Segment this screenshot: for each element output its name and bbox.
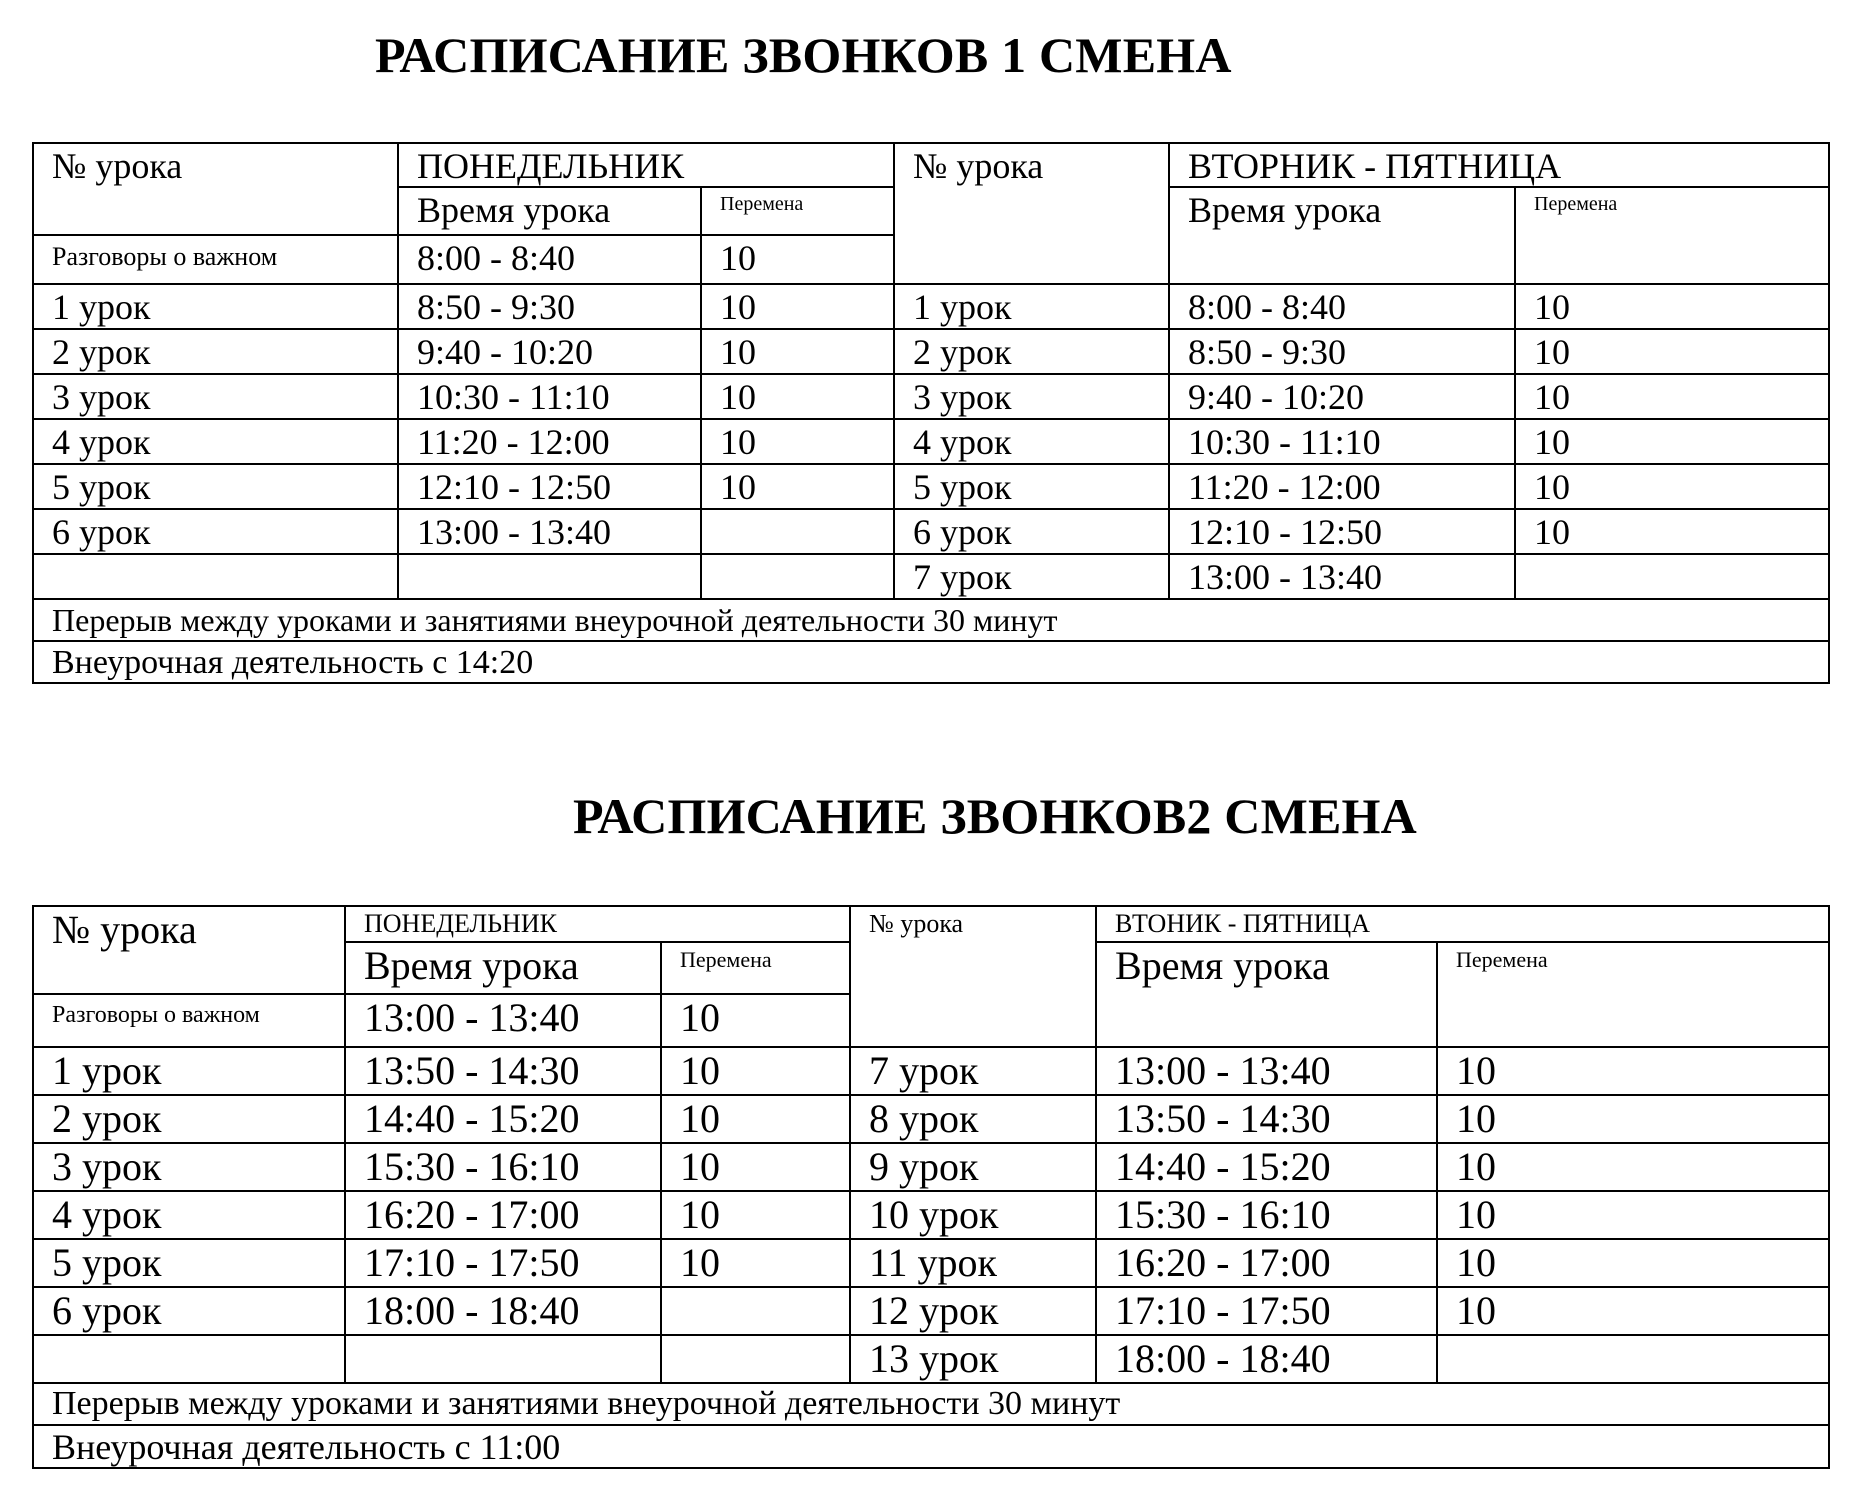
- tuesday-friday-header: ВТОНИК - ПЯТНИЦА: [1096, 906, 1829, 942]
- lesson-time: 13:50 - 14:30: [1096, 1095, 1437, 1143]
- break-minutes: 10: [1437, 1191, 1829, 1239]
- talk-lesson-label: Разговоры о важном: [33, 994, 345, 1047]
- lesson-label: 1 урок: [33, 284, 398, 329]
- time-header: Время урока: [1169, 187, 1515, 284]
- lesson-label: 5 урок: [33, 464, 398, 509]
- lesson-time: 15:30 - 16:10: [345, 1143, 661, 1191]
- lesson-label: [33, 1335, 345, 1383]
- table-row: [33, 1095, 1829, 1143]
- lesson-number-header: № урока: [33, 906, 345, 994]
- lesson-label: 3 урок: [33, 1143, 345, 1191]
- lesson-label: 13 урок: [850, 1335, 1096, 1383]
- extracurricular-note: Внеурочная деятельность с 11:00: [33, 1425, 1829, 1468]
- break-minutes: 10: [1437, 1143, 1829, 1191]
- break-minutes: 10: [1515, 329, 1829, 374]
- break-minutes: 10: [661, 994, 850, 1047]
- break-minutes: 10: [701, 374, 894, 419]
- table-row: [33, 509, 1829, 554]
- monday-header: ПОНЕДЕЛЬНИК: [398, 143, 894, 187]
- break-minutes: 10: [661, 1143, 850, 1191]
- lesson-time: 17:10 - 17:50: [345, 1239, 661, 1287]
- break-minutes: 10: [1437, 1239, 1829, 1287]
- lesson-time: 17:10 - 17:50: [1096, 1287, 1437, 1335]
- break-header: Перемена: [1515, 187, 1829, 284]
- extracurricular-note: Внеурочная деятельность с 14:20: [33, 641, 1829, 683]
- break-minutes: 10: [1515, 284, 1829, 329]
- table-row: [33, 374, 1829, 419]
- time-header: Время урока: [398, 187, 701, 235]
- break-minutes: 10: [1515, 464, 1829, 509]
- lesson-label: 5 урок: [33, 1239, 345, 1287]
- lesson-label: 7 урок: [894, 554, 1169, 599]
- lesson-time: 18:00 - 18:40: [1096, 1335, 1437, 1383]
- lesson-number-header: № урока: [850, 906, 1096, 1047]
- lesson-time: [398, 554, 701, 599]
- lesson-label: 6 урок: [894, 509, 1169, 554]
- lesson-time: 13:50 - 14:30: [345, 1047, 661, 1095]
- table-row: [33, 554, 1829, 599]
- table-row: [33, 1191, 1829, 1239]
- break-minutes: 10: [701, 329, 894, 374]
- lesson-number-header: № урока: [33, 143, 398, 235]
- lesson-time: 18:00 - 18:40: [345, 1287, 661, 1335]
- lesson-time: 10:30 - 11:10: [398, 374, 701, 419]
- lesson-label: 2 урок: [33, 1095, 345, 1143]
- shift2-schedule-table: [32, 905, 1830, 1469]
- extracurricular-row: [33, 641, 1829, 683]
- lesson-label: 3 урок: [33, 374, 398, 419]
- break-minutes: 10: [661, 1239, 850, 1287]
- lesson-label: 1 урок: [894, 284, 1169, 329]
- lesson-label: 11 урок: [850, 1239, 1096, 1287]
- lesson-label: 4 урок: [33, 419, 398, 464]
- table-row: [33, 329, 1829, 374]
- break-minutes: [1515, 554, 1829, 599]
- shift2-title: РАСПИСАНИЕ ЗВОНКОВ2 СМЕНА: [573, 788, 1417, 844]
- lesson-time: 8:00 - 8:40: [1169, 284, 1515, 329]
- lesson-label: 1 урок: [33, 1047, 345, 1095]
- break-minutes: 10: [701, 464, 894, 509]
- time-header: Время урока: [1096, 942, 1437, 1047]
- break-minutes: [701, 554, 894, 599]
- lesson-label: 2 урок: [33, 329, 398, 374]
- break-minutes: 10: [1515, 509, 1829, 554]
- table-header-row: [33, 906, 1829, 942]
- lesson-time: 14:40 - 15:20: [345, 1095, 661, 1143]
- lesson-time: 14:40 - 15:20: [1096, 1143, 1437, 1191]
- lesson-label: 2 урок: [894, 329, 1169, 374]
- table-row: [33, 1287, 1829, 1335]
- lesson-label: 7 урок: [850, 1047, 1096, 1095]
- break-minutes: 10: [1515, 374, 1829, 419]
- lesson-time: 9:40 - 10:20: [1169, 374, 1515, 419]
- lesson-time: 9:40 - 10:20: [398, 329, 701, 374]
- break-note-row: [33, 599, 1829, 641]
- lesson-time: 11:20 - 12:00: [1169, 464, 1515, 509]
- break-minutes: [661, 1335, 850, 1383]
- break-minutes: 10: [1515, 419, 1829, 464]
- table-row: [33, 464, 1829, 509]
- table-row: [33, 419, 1829, 464]
- table-header-row: [33, 143, 1829, 187]
- talk-lesson-label: Разговоры о важном: [33, 235, 398, 284]
- lesson-label: [33, 554, 398, 599]
- lesson-label: 6 урок: [33, 1287, 345, 1335]
- lesson-number-header: № урока: [894, 143, 1169, 284]
- break-note: Перерыв между уроками и занятиями внеурочной деятельности 30 минут: [33, 599, 1829, 641]
- lesson-time: 12:10 - 12:50: [398, 464, 701, 509]
- lesson-label: 10 урок: [850, 1191, 1096, 1239]
- time-header: Время урока: [345, 942, 661, 994]
- extracurricular-row: [33, 1425, 1829, 1468]
- table-row: [33, 1239, 1829, 1287]
- lesson-time: 11:20 - 12:00: [398, 419, 701, 464]
- lesson-time: 12:10 - 12:50: [1169, 509, 1515, 554]
- break-minutes: 10: [701, 235, 894, 284]
- lesson-time: 15:30 - 16:10: [1096, 1191, 1437, 1239]
- lesson-label: 4 урок: [33, 1191, 345, 1239]
- lesson-label: 8 урок: [850, 1095, 1096, 1143]
- break-minutes: [661, 1287, 850, 1335]
- shift1-schedule-table: [32, 142, 1830, 684]
- lesson-label: 12 урок: [850, 1287, 1096, 1335]
- lesson-label: 4 урок: [894, 419, 1169, 464]
- break-note-row: [33, 1383, 1829, 1425]
- lesson-label: 3 урок: [894, 374, 1169, 419]
- break-minutes: 10: [661, 1191, 850, 1239]
- break-minutes: 10: [701, 284, 894, 329]
- lesson-label: 9 урок: [850, 1143, 1096, 1191]
- lesson-time: 16:20 - 17:00: [1096, 1239, 1437, 1287]
- break-minutes: 10: [661, 1095, 850, 1143]
- break-minutes: 10: [1437, 1095, 1829, 1143]
- break-minutes: 10: [1437, 1287, 1829, 1335]
- lesson-time: 10:30 - 11:10: [1169, 419, 1515, 464]
- lesson-time: 16:20 - 17:00: [345, 1191, 661, 1239]
- table-row: [33, 1335, 1829, 1383]
- break-header: Перемена: [661, 942, 850, 994]
- tuesday-friday-header: ВТОРНИК - ПЯТНИЦА: [1169, 143, 1829, 187]
- break-header: Перемена: [701, 187, 894, 235]
- break-minutes: [1437, 1335, 1829, 1383]
- table-row: [33, 1047, 1829, 1095]
- lesson-time: [345, 1335, 661, 1383]
- break-note: Перерыв между уроками и занятиями внеурочной деятельности 30 минут: [33, 1383, 1829, 1425]
- break-header: Перемена: [1437, 942, 1829, 1047]
- break-minutes: 10: [1437, 1047, 1829, 1095]
- lesson-time: 8:00 - 8:40: [398, 235, 701, 284]
- lesson-label: 6 урок: [33, 509, 398, 554]
- monday-header: ПОНЕДЕЛЬНИК: [345, 906, 850, 942]
- break-minutes: 10: [661, 1047, 850, 1095]
- table-row: [33, 284, 1829, 329]
- lesson-time: 13:00 - 13:40: [345, 994, 661, 1047]
- shift1-title: РАСПИСАНИЕ ЗВОНКОВ 1 СМЕНА: [375, 27, 1232, 83]
- lesson-time: 13:00 - 13:40: [1096, 1047, 1437, 1095]
- lesson-time: 8:50 - 9:30: [398, 284, 701, 329]
- lesson-time: 13:00 - 13:40: [398, 509, 701, 554]
- lesson-time: 13:00 - 13:40: [1169, 554, 1515, 599]
- lesson-label: 5 урок: [894, 464, 1169, 509]
- break-minutes: [701, 509, 894, 554]
- break-minutes: 10: [701, 419, 894, 464]
- lesson-time: 8:50 - 9:30: [1169, 329, 1515, 374]
- table-row: [33, 1143, 1829, 1191]
